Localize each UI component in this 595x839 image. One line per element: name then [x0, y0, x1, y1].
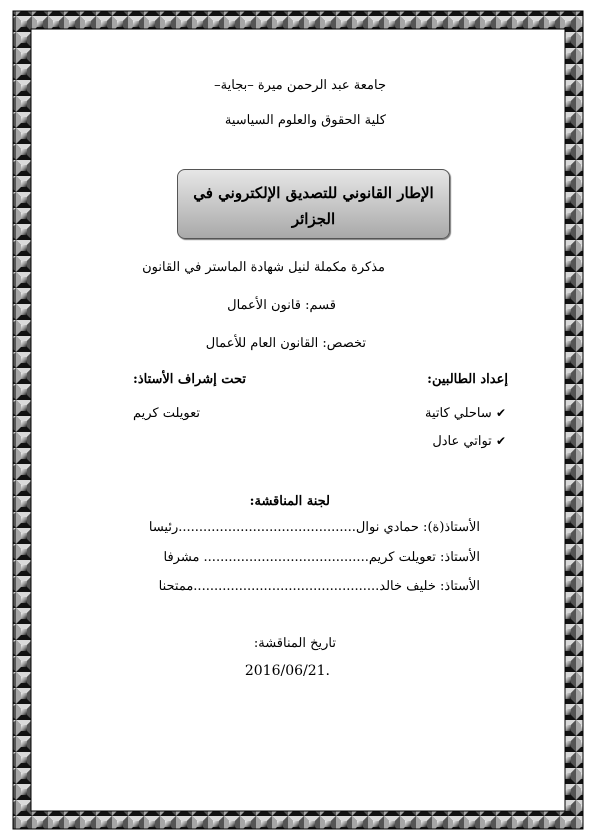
specialty: تخصص: القانون العام للأعمال	[205, 336, 366, 351]
supervisor-name: تعويلت كريم	[132, 406, 200, 421]
university-name: جامعة عبد الرحمن ميرة –بجاية–	[214, 78, 386, 93]
thesis-title-line2: الجزائر	[291, 210, 336, 228]
committee-row-supervisor: الأستاذ: تعويلت كريم........................................ مشرفا	[163, 550, 480, 565]
student-1: ✔ ساحلي كاتية	[424, 406, 506, 421]
defense-date: 2016/06/21.	[244, 663, 330, 679]
student-2: ✔ تواتي عادل	[432, 434, 506, 449]
faculty-name: كلية الحقوق والعلوم السياسية	[224, 113, 386, 128]
supervisor-label: تحت إشراف الأستاذ:	[133, 372, 246, 387]
department: قسم: قانون الأعمال	[227, 298, 336, 313]
committee-label: لجنة المناقشة:	[249, 494, 330, 509]
check-icon: ✔	[495, 406, 506, 420]
committee-row-examiner: الأستاذ: خليف خالد.............................................ممتحنا	[158, 579, 480, 594]
check-icon: ✔	[495, 434, 506, 448]
thesis-type: مذكرة مكملة لنيل شهادة الماستر في القانون	[142, 260, 385, 275]
thesis-title-line1: الإطار القانوني للتصديق الإلكتروني في	[193, 184, 434, 202]
defense-date-label: تاريخ المناقشة:	[253, 636, 336, 651]
thesis-title-box	[177, 169, 450, 239]
students-label: إعداد الطالبين:	[427, 372, 508, 387]
committee-row-chair: الأستاذ(ة): حمادي نوال...........................................رئيسا	[148, 520, 480, 535]
